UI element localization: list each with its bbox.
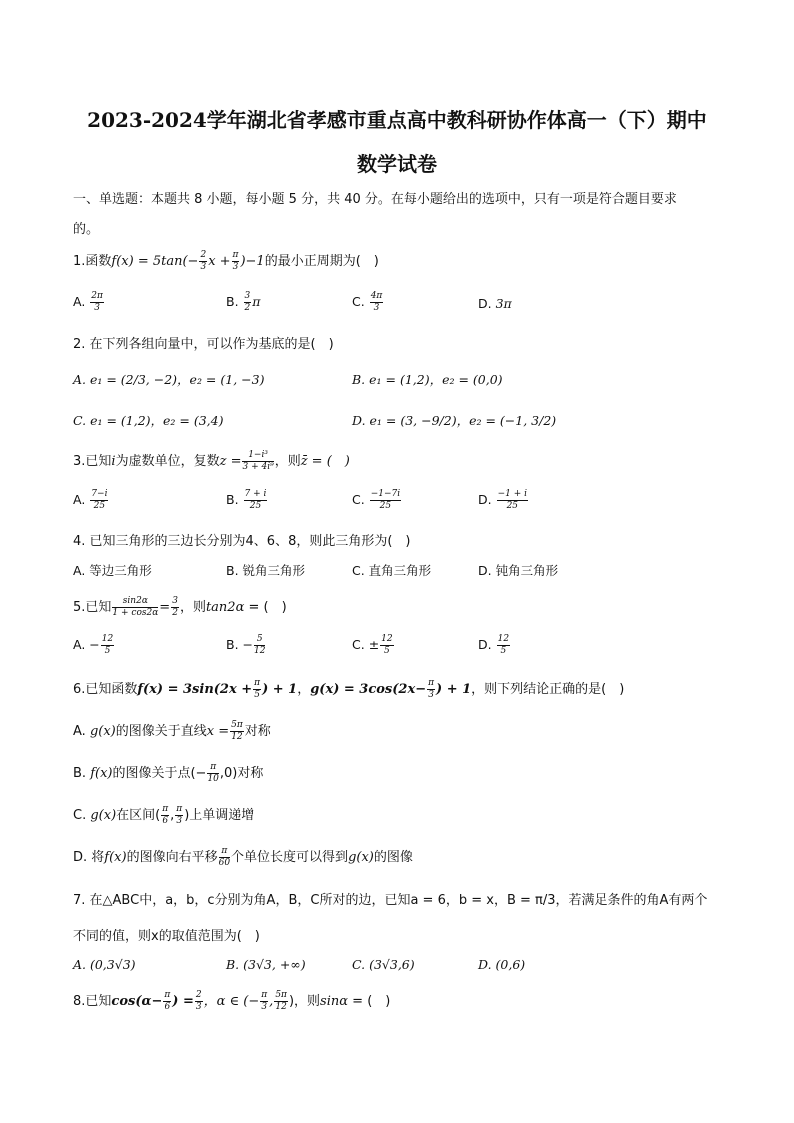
option-3b: B. $\frac{7 + i}{25}$: [226, 489, 267, 511]
option-5d: D. $\frac{12}{5}$: [478, 634, 510, 656]
option-2d: D. e₁ = (3, −9/2)，e₂ = (−1, 3/2): [352, 413, 557, 428]
option-2c: C. e₁ = (1,2)，e₂ = (3,4): [73, 413, 224, 428]
option-5b: B. − $\frac{5}{12}$: [226, 634, 266, 656]
math-expression: f(x) = 5tan(−: [111, 254, 199, 269]
question-3: 3.已知i为虚数单位，复数z = $\frac{\text{1−i³}}{\text{3 + 4i⁹}}$ ，则z̄ = ( ): [73, 450, 350, 472]
option-7c: C. (3√3,6): [352, 957, 415, 972]
option-6a: A. g(x)的图像关于直线x = $\frac{5\pi}{12}$ 对称: [73, 720, 271, 742]
option-3c: C. $\frac{-1-7i}{25}$: [352, 489, 401, 511]
option-7a: A. (0,3√3): [73, 957, 136, 972]
question-text: 的最小正周期为( ): [264, 254, 379, 269]
question-7: 7. 在△ABC中，a，b，c分别为角A，B，C所对的边，已知a = 6，b = x，B = π/3，若满足条件的角A有两个: [73, 893, 708, 908]
option-2a: A. e₁ = (2/3, −2)，e₂ = (1, −3): [73, 372, 265, 387]
option-1b: B. $\frac{3}{2}$ π: [226, 291, 261, 313]
question-8: 8.已知cos(α− $\frac{\pi}{6}$ ) = $\frac{2}{3}$ ，α ∈ (− $\frac{\pi}{3}$ , $\frac{5\pi}{12}$ )，则sinα = ( ): [73, 990, 391, 1012]
question-2: 2. 在下列各组向量中，可以作为基底的是( ): [73, 337, 334, 352]
option-5c: C. ± $\frac{12}{5}$: [352, 634, 393, 656]
section-heading-cont: 的。: [73, 222, 100, 237]
option-4d: D. 钝角三角形: [478, 563, 559, 578]
option-1d: D. 3π: [478, 296, 512, 311]
math-expression: )−1: [240, 254, 265, 269]
fraction: $\frac{2}{3}$: [200, 250, 207, 272]
option-1c: C. $\frac{4\pi}{3}$: [352, 291, 383, 313]
question-4: 4. 已知三角形的三边长分别为4、6、8，则此三角形为( ): [73, 534, 411, 549]
page-title-line1: 2023-2024学年湖北省孝感市重点高中教科研协作体高一（下）期中: [87, 108, 707, 132]
option-4b: B. 锐角三角形: [226, 563, 306, 578]
option-6c: C. g(x)在区间( $\frac{\pi}{6}$ , $\frac{\pi}{3}$ )上单调递增: [73, 804, 255, 826]
question-text: 函数: [85, 254, 112, 269]
option-7d: D. (0,6): [478, 957, 526, 972]
option-1a: A. $\frac{2\pi}{3}$: [73, 291, 103, 313]
option-4c: C. 直角三角形: [352, 563, 432, 578]
fraction: $\frac{\sin 2\alpha}{1 + \cos 2\alpha}$: [112, 596, 159, 618]
math-expression: x +: [208, 254, 231, 269]
option-2b: B. e₁ = (1,2)，e₂ = (0,0): [352, 372, 503, 387]
question-6: 6.已知函数f(x) = 3sin(2x + $\frac{\pi}{5}$ ) + 1，g(x) = 3cos(2x− $\frac{\pi}{3}$ ) + 1，则下列结论正确的是( ): [73, 678, 625, 700]
question-7-cont: 不同的值，则x的取值范围为( ): [73, 929, 260, 944]
option-4a: A. 等边三角形: [73, 563, 152, 578]
section-heading: 一、单选题：本题共 8 小题，每小题 5 分，共 40 分。在每小题给出的选项中，只有一项是符合题目要求: [73, 192, 677, 207]
question-5: 5.已知 $\frac{\sin 2\alpha}{1 + \cos 2\alpha}$ = $\frac{3}{2}$ ，则tan2α = ( ): [73, 596, 287, 618]
option-3a: A. $\frac{7-i}{25}$: [73, 489, 108, 511]
question-1: [73, 250, 379, 272]
fraction: $\frac{\text{1−i³}}{\text{3 + 4i⁹}}$: [242, 450, 274, 472]
question-number: 1.: [73, 254, 86, 269]
fraction: $\frac{\pi}{3}$: [232, 250, 239, 272]
option-7b: B. (3√3, +∞): [226, 957, 306, 972]
option-6b: B. f(x)的图像关于点(− $\frac{\pi}{10}$ ,0)对称: [73, 762, 264, 784]
fraction: $\frac{3}{2}$: [172, 596, 178, 618]
page-title-line2: 数学试卷: [357, 152, 437, 176]
option-5a: A. − $\frac{12}{5}$: [73, 634, 114, 656]
option-6d: D. 将f(x)的图像向右平移 $\frac{\pi}{60}$ 个单位长度可以得到g(x)的图像: [73, 846, 413, 868]
option-3d: D. $\frac{-1 + i}{25}$: [478, 489, 528, 511]
